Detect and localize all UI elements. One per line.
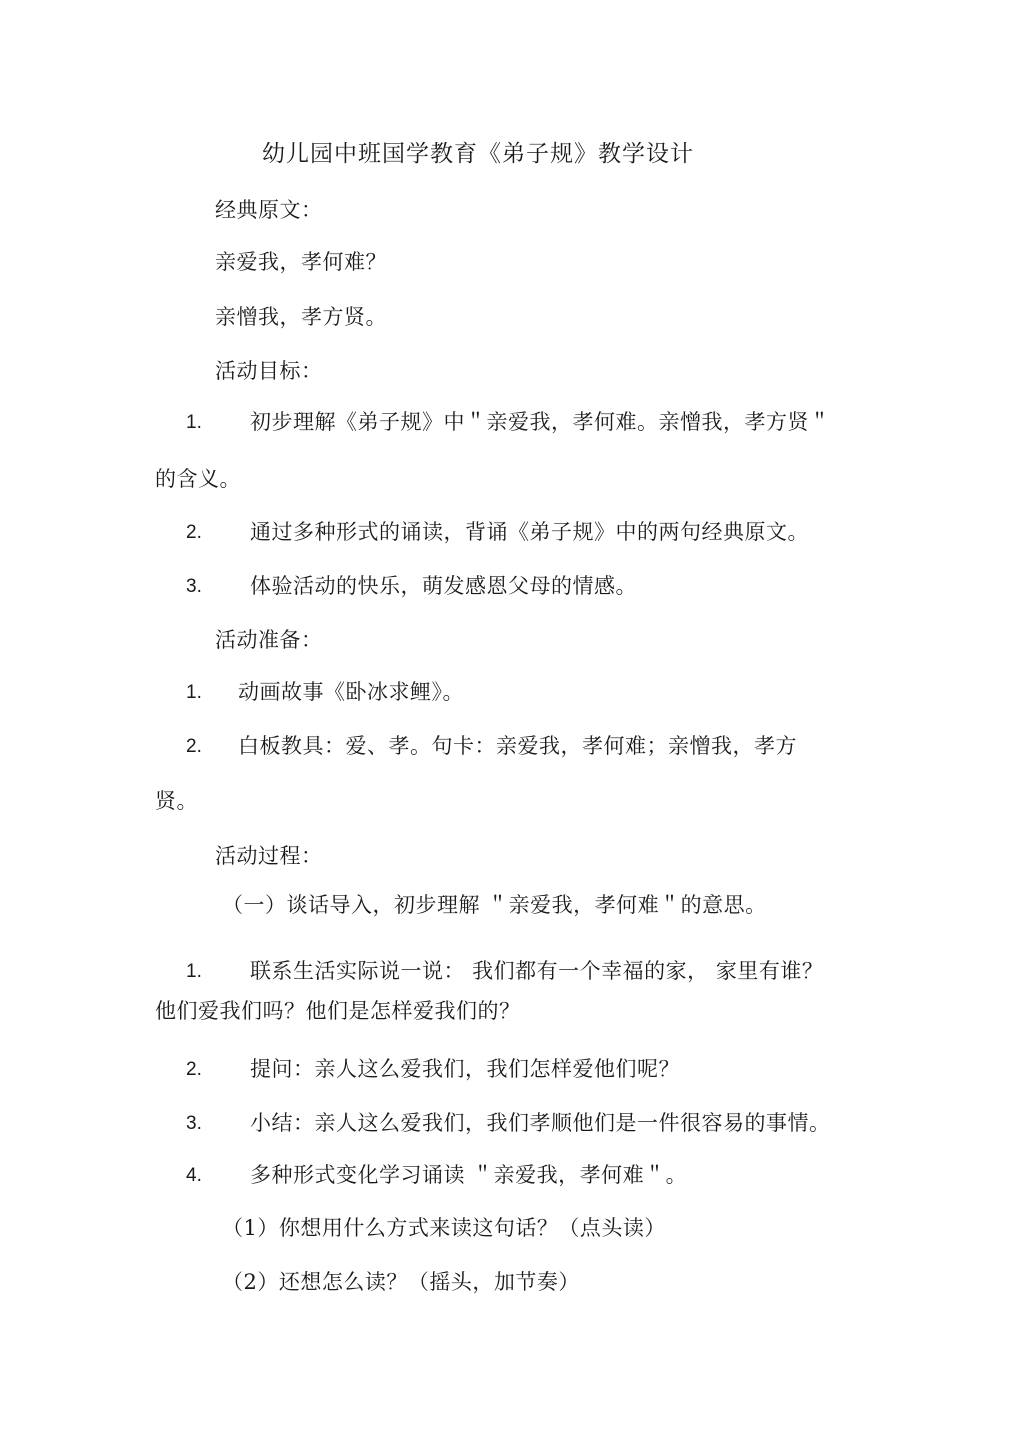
goal-1-number: 1. <box>186 412 202 433</box>
goal-3-number: 3. <box>186 576 202 597</box>
prep-2-continuation: 贤。 <box>155 789 198 813</box>
classic-line-1: 亲爱我，孝何难？ <box>215 250 387 274</box>
process-3-number: 3. <box>186 1113 202 1134</box>
process-2-text: 提问：亲人这么爱我们，我们怎样爱他们呢？ <box>250 1057 680 1081</box>
goal-2-number: 2. <box>186 522 202 543</box>
process-2-number: 2. <box>186 1059 202 1080</box>
goal-1-text: 初步理解《弟子规》中＂亲爱我，孝何难。亲憎我，孝方贤＂ <box>250 410 831 434</box>
goal-2-text: 通过多种形式的诵读，背诵《弟子规》中的两句经典原文。 <box>250 520 809 544</box>
page-title: 幼儿园中班国学教育《弟子规》教学设计 <box>262 141 694 167</box>
prep-1-number: 1. <box>186 682 202 703</box>
process-1-continuation: 他们爱我们吗？他们是怎样爱我们的？ <box>155 999 521 1023</box>
process-4-number: 4. <box>186 1165 202 1186</box>
process-section-1: （一）谈话导入，初步理解 ＂亲爱我，孝何难＂的意思。 <box>222 893 767 917</box>
prep-2-text: 白板教具：爱、孝。句卡：亲爱我，孝何难；亲憎我，孝方 <box>238 734 797 758</box>
process-4-text: 多种形式变化学习诵读 ＂亲爱我，孝何难＂。 <box>250 1163 688 1187</box>
goal-3-text: 体验活动的快乐，萌发感恩父母的情感。 <box>250 574 637 598</box>
prep-2-number: 2. <box>186 736 202 757</box>
process-sub-item-2: （2）还想怎么读？（摇头，加节奏） <box>222 1270 580 1294</box>
process-heading: 活动过程： <box>215 844 323 868</box>
process-3-text: 小结：亲人这么爱我们，我们孝顺他们是一件很容易的事情。 <box>250 1111 831 1135</box>
process-1-text: 联系生活实际说一说： 我们都有一个幸福的家， 家里有谁？ <box>250 959 824 983</box>
goals-heading: 活动目标： <box>215 359 323 383</box>
classic-heading: 经典原文： <box>215 198 323 222</box>
process-sub-item-1: （1）你想用什么方式来读这句话？（点头读） <box>222 1216 666 1240</box>
prep-heading: 活动准备： <box>215 628 323 652</box>
process-1-number: 1. <box>186 961 202 982</box>
prep-1-text: 动画故事《卧冰求鲤》。 <box>238 680 464 704</box>
classic-line-2: 亲憎我，孝方贤。 <box>215 305 387 329</box>
goal-1-continuation: 的含义。 <box>155 467 241 491</box>
